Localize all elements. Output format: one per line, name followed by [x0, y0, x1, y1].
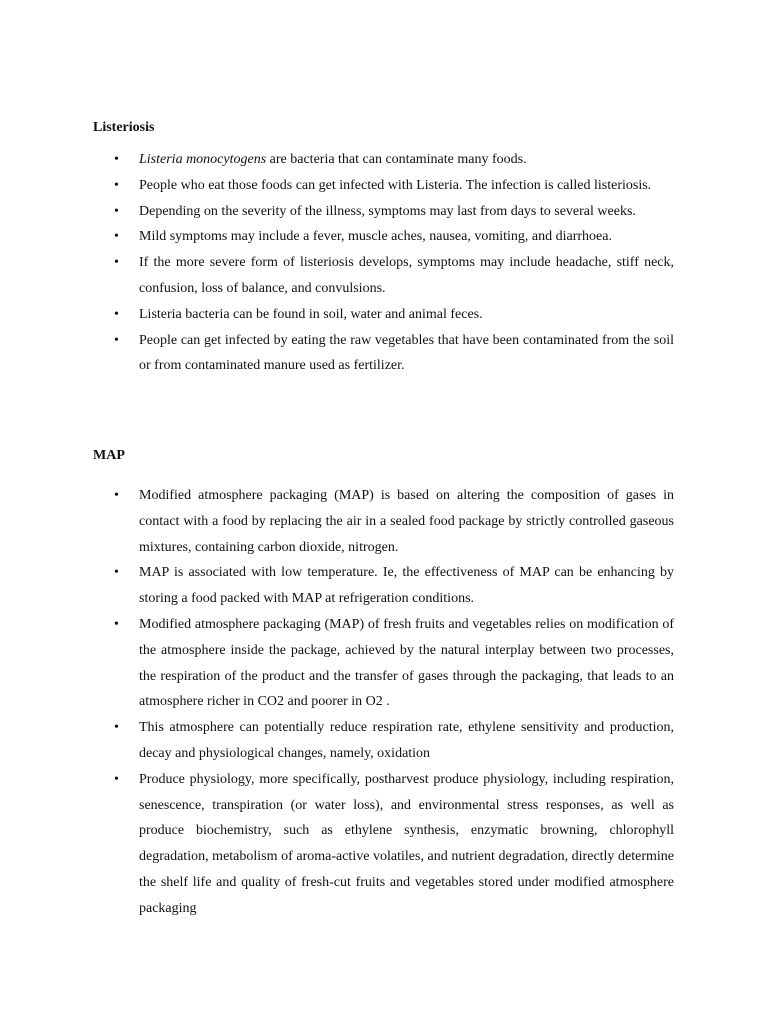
list-item-text: Mild symptoms may include a fever, muscle aches, nausea, vomiting, and diarrhoea.: [139, 229, 612, 245]
bullet-icon: •: [114, 616, 119, 632]
list-item: [114, 147, 674, 173]
bullet-icon: •: [114, 332, 119, 348]
list-item: [114, 767, 674, 922]
bullet-icon: •: [114, 488, 119, 503]
map-bullet-list: [114, 483, 674, 922]
list-item-text: Modified atmosphere packaging (MAP) of fresh fruits and vegetables relies on modification of the atmosphere inside the package, achieved by the natural interplay between two processes, the respiration of the product and the transfer of gases through the packaging, that leads to an atmosphere richer in CO2 and poorer in O2 .: [139, 616, 674, 710]
list-item: [114, 224, 674, 250]
list-item-text: People can get infected by eating the raw vegetables that have been contaminated from the soil or from contaminated manure used as fertilizer.: [139, 332, 674, 374]
list-item-text: People who eat those foods can get infected with Listeria. The infection is called listeriosis.: [139, 177, 652, 193]
list-item-text: Produce physiology, more specifically, postharvest produce physiology, including respiration, senescence, transpiration (or water loss), and environmental stress responses, as well as produce biochemistry, such as ethylene synthesis, enzymatic browning, chlorophyll degradation, metabolism of aroma-active volatiles, and nutrient degradation, directly determine the shelf life and quality of fresh-cut fruits and vegetables stored under modified atmosphere packaging: [139, 771, 674, 916]
section-heading-map: MAP: [93, 448, 125, 463]
bullet-icon: •: [114, 152, 119, 167]
list-item-text: Depending on the severity of the illness, symptoms may last from days to several weeks.: [139, 203, 636, 219]
list-item: [114, 250, 674, 302]
listeriosis-bullet-list: [114, 147, 674, 379]
list-item: [114, 483, 674, 560]
list-item: [114, 173, 674, 199]
list-item-text: are bacteria that can contaminate many foods.: [266, 152, 527, 167]
bullet-icon: •: [114, 771, 119, 787]
list-item-text: Listeria bacteria can be found in soil, water and animal feces.: [139, 306, 483, 322]
bullet-icon: •: [114, 306, 119, 322]
list-item: [114, 199, 674, 225]
list-item-text: If the more severe form of listeriosis develops, symptoms may include headache, stiff neck, confusion, loss of balance, and convulsions.: [139, 255, 674, 296]
bullet-icon: •: [114, 720, 119, 736]
list-item-text: Modified atmosphere packaging (MAP) is based on altering the composition of gases in contact with a food by replacing the air in a sealed food package by strictly controlled gaseous mixtures, containing carbon dioxide, nitrogen.: [139, 488, 674, 555]
list-item: [114, 612, 674, 715]
section-heading-listeriosis: Listeriosis: [93, 120, 155, 135]
bullet-icon: •: [114, 203, 119, 219]
list-item-text: This atmosphere can potentially reduce respiration rate, ethylene sensitivity and production, decay and physiological changes, namely, oxidation: [139, 720, 674, 761]
bullet-icon: •: [114, 255, 119, 271]
list-item-italic: Listeria monocytogens: [139, 152, 267, 167]
list-item-text: MAP is associated with low temperature. Ie, the effectiveness of MAP can be enhancing by storing a food packed with MAP at refrigeration conditions.: [139, 565, 674, 607]
list-item: [114, 715, 674, 767]
list-item: [114, 560, 674, 612]
bullet-icon: •: [114, 177, 119, 193]
list-item: [114, 302, 674, 328]
bullet-icon: •: [114, 565, 119, 581]
list-item: [114, 328, 674, 380]
bullet-icon: •: [114, 229, 119, 245]
